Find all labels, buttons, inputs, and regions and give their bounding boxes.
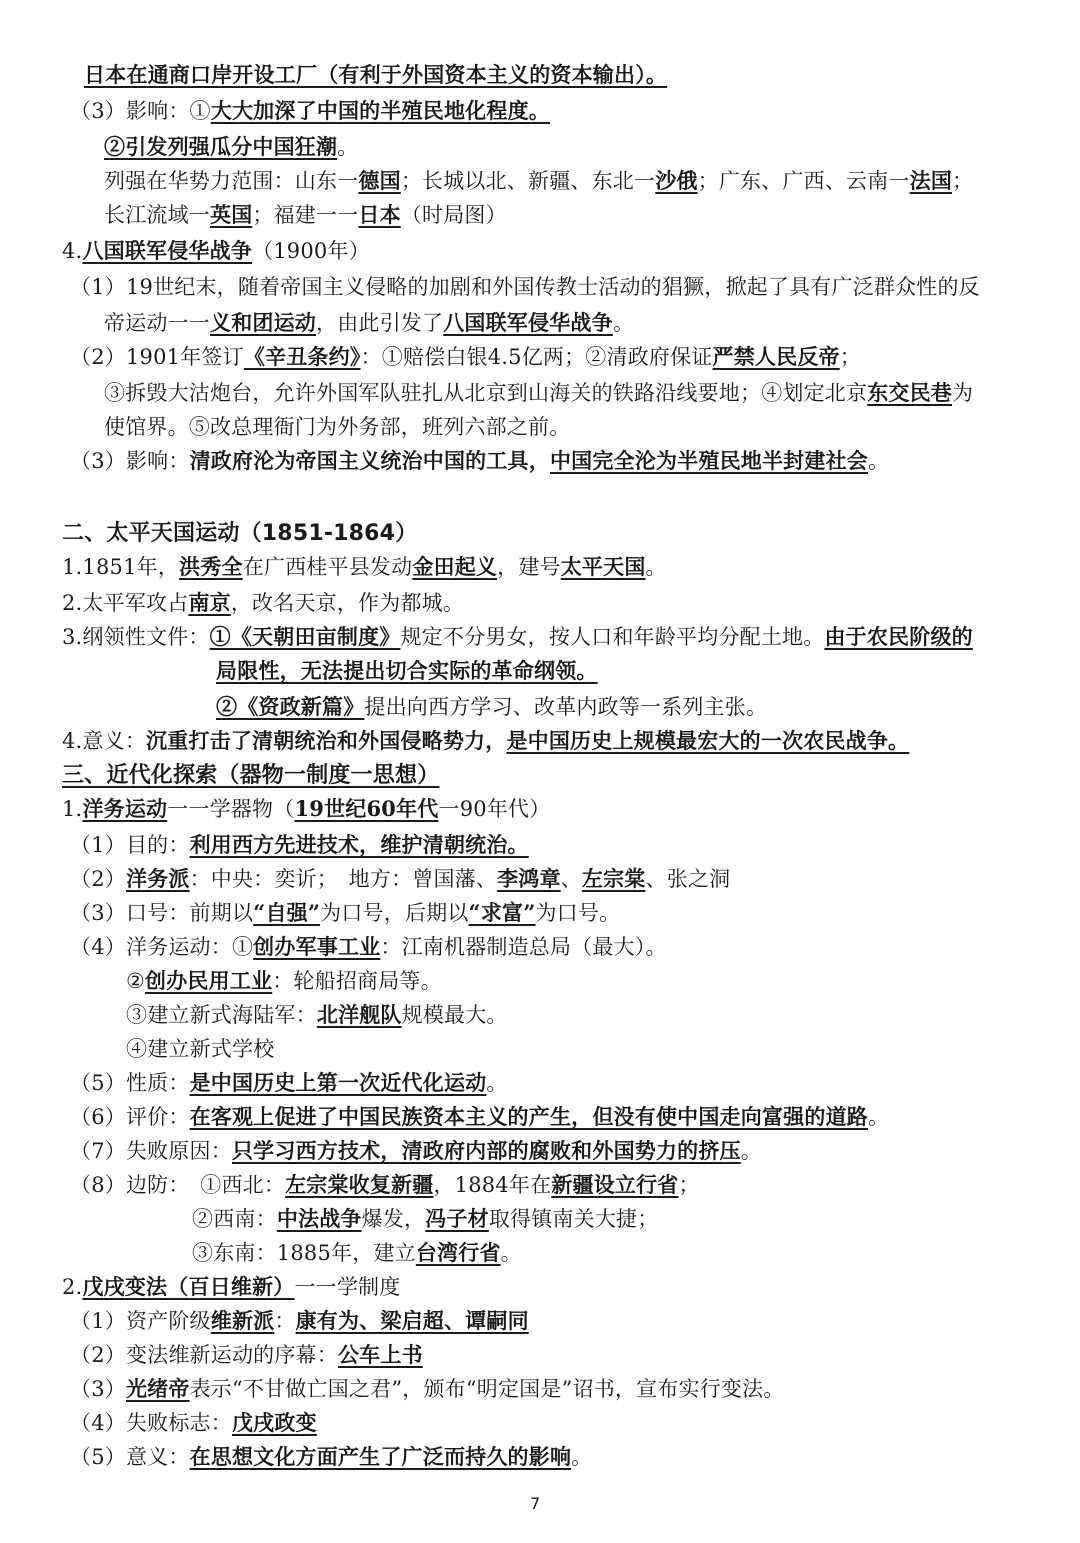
text-segment: ③东南：1885年，建立 — [192, 1241, 416, 1265]
text-segment: （1）目的： — [70, 833, 190, 857]
key-phrase: “自强” — [253, 900, 321, 925]
text-segment: ：轮船招商局等。 — [272, 969, 442, 993]
text-segment: 为口号，后期以 — [320, 901, 469, 925]
text-line — [104, 378, 973, 408]
key-phrase: 东交民巷 — [867, 380, 953, 405]
key-phrase: 在思想文化方面产生了广泛而持久的影响 — [189, 1444, 572, 1469]
key-phrase: 是中国历史上规模最宏大的一次农民战争。 — [506, 728, 910, 753]
key-phrase: 义和团运动 — [210, 310, 316, 335]
key-phrase: 大大加深了中国的半殖民地化程度。 — [210, 98, 550, 123]
text-segment: ，改名天京，作为都城。 — [230, 591, 465, 615]
text-line — [104, 132, 358, 162]
text-segment: 。 — [645, 555, 667, 579]
key-phrase: 19世纪60年代 — [294, 796, 439, 821]
key-phrase: 英国 — [210, 202, 253, 227]
text-segment: （3） — [70, 1377, 126, 1401]
text-line — [70, 1136, 762, 1166]
text-segment: （8）边防： ①西北： — [70, 1173, 286, 1197]
text-segment: ：中央：奕䜣； 地方：曾国藩、 — [189, 867, 498, 891]
text-line — [70, 1306, 529, 1336]
text-segment: 1.1851年， — [62, 555, 180, 579]
text-segment: （4）洋务运动：① — [70, 935, 254, 959]
key-phrase: 维新派 — [210, 1308, 275, 1333]
key-phrase: 李鸿章 — [497, 866, 561, 891]
text-line — [62, 794, 550, 824]
text-segment: 列强在华势力范围：山东一 — [104, 169, 359, 193]
text-segment: （2）变法维新运动的序幕： — [70, 1343, 338, 1367]
text-segment: 为口号。 — [535, 901, 621, 925]
key-phrase: 公车上书 — [337, 1342, 423, 1367]
text-segment: 。 — [612, 311, 635, 335]
key-phrase: 严禁人民反帝 — [712, 344, 840, 369]
text-line — [62, 518, 417, 549]
text-segment: ③建立新式海陆军： — [126, 1003, 317, 1027]
text-segment: 规定不分男女，按人口和年龄平均分配土地。 — [400, 625, 825, 649]
text-segment: 。 — [337, 135, 359, 159]
key-phrase: 洋务派 — [125, 866, 190, 891]
text-segment: 一一学制度 — [294, 1275, 401, 1299]
text-line — [70, 1408, 317, 1438]
page-number: 7 — [530, 1494, 541, 1513]
text-line — [126, 1034, 274, 1064]
text-segment: （7）失败原因： — [70, 1139, 232, 1163]
key-phrase: 台湾行省 — [415, 1240, 501, 1265]
text-line — [126, 966, 442, 996]
key-phrase: 由于农民阶级的 — [824, 624, 973, 649]
text-line — [104, 412, 570, 442]
key-phrase: 《辛丑条约》 — [243, 344, 361, 369]
text-line — [84, 60, 667, 90]
text-segment: 、张之洞 — [645, 867, 731, 891]
key-phrase: 法国 — [909, 168, 953, 193]
text-segment: 。 — [486, 1071, 508, 1095]
key-phrase: 光绪帝 — [125, 1376, 190, 1401]
text-line — [70, 864, 730, 894]
text-segment: 使馆界。⑤改总理衙门为外务部，班列六部之前。 — [104, 415, 571, 439]
text-segment: 。 — [740, 1139, 762, 1163]
text-segment: ④建立新式学校 — [126, 1037, 275, 1061]
text-segment: （3）影响：① — [70, 99, 211, 123]
text-line — [70, 898, 620, 928]
key-phrase: 北洋舰队 — [316, 1002, 402, 1027]
text-segment: （4）失败标志： — [70, 1411, 232, 1435]
text-segment: 取得镇南关大捷； — [488, 1207, 659, 1231]
text-segment: 2.太平军攻占 — [62, 591, 189, 615]
text-segment: 一一学器物（ — [167, 797, 295, 821]
key-phrase: 只学习西方技术，清政府内部的腐败和外国势力的挤压 — [231, 1138, 741, 1163]
key-phrase: 冯子材 — [425, 1206, 489, 1231]
text-segment: （6）评价： — [70, 1105, 190, 1129]
text-segment: 爆发， — [361, 1207, 426, 1231]
text-segment: ，1884年在 — [433, 1173, 552, 1197]
text-segment: ③拆毁大沽炮台，允许外国军队驻扎从北京到山海关的铁路沿线要地；④划定北京 — [104, 381, 868, 405]
text-segment: ；福建一一 — [252, 203, 359, 227]
text-segment: （2） — [70, 867, 126, 891]
text-segment: 。 — [500, 1241, 522, 1265]
text-segment: ②西南： — [192, 1207, 277, 1231]
text-segment: （时局图） — [400, 203, 507, 227]
text-segment: 长江流域一 — [104, 203, 210, 227]
key-phrase: 沙俄 — [655, 168, 698, 193]
text-segment: 4.意义： — [62, 729, 147, 753]
text-line — [70, 1374, 785, 1404]
text-segment: 。 — [867, 1105, 890, 1129]
text-segment: 表示“不甘做亡国之君”，颁布“明定国是”诏书，宣布实行变法。 — [189, 1377, 785, 1401]
text-line — [70, 1340, 423, 1370]
text-line — [192, 1204, 658, 1234]
key-phrase: 三、近代化探索（器物一制度一思想） — [62, 763, 440, 788]
key-phrase: 局限性，无法提出切合实际的革命纲领。 — [216, 658, 598, 683]
text-line — [126, 1000, 508, 1030]
text-line — [70, 1170, 700, 1200]
text-segment: （2）1901年签订 — [70, 345, 244, 369]
text-line — [216, 656, 598, 686]
text-segment: ； — [839, 345, 861, 369]
text-segment: （3）影响： — [70, 449, 190, 473]
key-phrase: 八国联军侵华战争 — [443, 310, 613, 335]
text-segment: （5）性质： — [70, 1071, 190, 1095]
text-line — [192, 1238, 522, 1268]
text-segment: 一90年代） — [438, 797, 551, 821]
text-line — [62, 760, 439, 791]
text-line — [104, 308, 634, 338]
text-segment: （1900年） — [252, 239, 370, 263]
key-phrase: 南京 — [188, 590, 231, 615]
text-segment: ： — [274, 1309, 296, 1333]
text-line — [70, 446, 889, 476]
key-phrase: 康有为、梁启超、谭嗣同 — [295, 1308, 529, 1333]
key-phrase: 利用西方先进技术，维护清朝统治。 — [189, 832, 529, 857]
text-segment: 1. — [62, 797, 83, 821]
text-segment: （1）19世纪末，随着帝国主义侵略的加剧和外国传教士活动的猖獗，掀起了具有广泛群众性的反 — [70, 275, 980, 299]
text-line — [70, 1068, 508, 1098]
key-phrase: 日本 — [358, 202, 401, 227]
text-segment: ：①赔偿白银4.5亿两；②清政府保证 — [360, 345, 713, 369]
key-phrase: 金田起义 — [412, 554, 498, 579]
text-segment: ； — [678, 1173, 700, 1197]
key-phrase: 八国联军侵华战争 — [82, 238, 253, 263]
key-phrase: 中法战争 — [276, 1206, 362, 1231]
text-line — [62, 622, 973, 652]
key-phrase: 左宗棠 — [581, 866, 646, 891]
key-phrase: 新疆设立行省 — [551, 1172, 679, 1197]
text-segment: 2. — [62, 1275, 83, 1299]
text-line — [70, 342, 861, 372]
key-phrase: 中国完全沦为半殖民地半封建社会 — [549, 448, 868, 473]
key-phrase: 在客观上促进了中国民族资本主义的产生，但没有使中国走向富强的道路 — [189, 1104, 868, 1129]
text-line — [70, 96, 550, 126]
text-line — [62, 1272, 400, 1302]
text-segment: 沉重打击了清朝统治和外国侵略势力， — [146, 728, 507, 753]
text-line — [104, 166, 973, 196]
key-phrase: 创办军事工业 — [253, 934, 381, 959]
text-segment: ；广东、广西、云南一 — [697, 169, 910, 193]
key-phrase: 德国 — [358, 168, 401, 193]
key-phrase: 太平天国 — [560, 554, 646, 579]
text-segment: 提出向西方学习、改革内政等一系列主张。 — [364, 695, 768, 719]
text-line — [62, 588, 464, 618]
text-segment: 二、太平天国运动（1851-1864） — [62, 521, 418, 546]
key-phrase: 戊戌变法（百日维新） — [82, 1274, 295, 1299]
text-segment: ：江南机器制造总局（最大）。 — [380, 935, 667, 959]
text-segment: 、 — [560, 867, 582, 891]
text-segment: ，建号 — [497, 555, 561, 579]
key-phrase: ②《资政新篇》 — [216, 694, 365, 719]
text-segment: ② — [126, 969, 146, 993]
text-segment: ； — [952, 169, 974, 193]
text-segment: 在广西桂平县发动 — [242, 555, 413, 579]
key-phrase: “求富” — [468, 900, 536, 925]
key-phrase: 洋务运动 — [82, 796, 168, 821]
text-segment: 帝运动一一 — [104, 311, 210, 335]
text-segment: 。 — [867, 449, 890, 473]
key-phrase: 洪秀全 — [179, 554, 243, 579]
text-segment: 4. — [62, 239, 83, 263]
key-phrase: 创办民用工业 — [145, 968, 273, 993]
key-phrase: 是中国历史上第一次近代化运动 — [189, 1070, 487, 1095]
text-line — [104, 200, 507, 230]
text-line — [62, 552, 667, 582]
text-line — [70, 1442, 592, 1472]
text-line — [70, 1102, 889, 1132]
key-phrase: ①《天朝田亩制度》 — [209, 624, 401, 649]
text-line — [62, 236, 370, 266]
text-segment: 。 — [571, 1445, 593, 1469]
key-phrase: ②引发列强瓜分中国狂潮 — [104, 134, 338, 159]
text-segment: 规模最大。 — [401, 1003, 508, 1027]
text-segment: 为 — [952, 381, 974, 405]
text-line — [216, 692, 767, 722]
text-line — [70, 272, 980, 302]
key-phrase: 左宗棠收复新疆 — [285, 1172, 434, 1197]
text-segment: （5）意义： — [70, 1445, 190, 1469]
text-segment: （1）资产阶级 — [70, 1309, 211, 1333]
text-segment: ；长城以北、新疆、东北一 — [400, 169, 656, 193]
text-line — [70, 932, 667, 962]
text-segment: 3.纲领性文件： — [62, 625, 210, 649]
text-segment: ，由此引发了 — [316, 311, 444, 335]
key-phrase: 日本在通商口岸开设工厂（有利于外国资本主义的资本输出）。 — [84, 62, 668, 87]
key-phrase: 戊戌政变 — [231, 1410, 317, 1435]
text-segment: 清政府沦为帝国主义统治中国的工具， — [189, 448, 550, 473]
text-segment: （3）口号：前期以 — [70, 901, 254, 925]
text-line — [62, 726, 909, 756]
text-line — [70, 830, 529, 860]
